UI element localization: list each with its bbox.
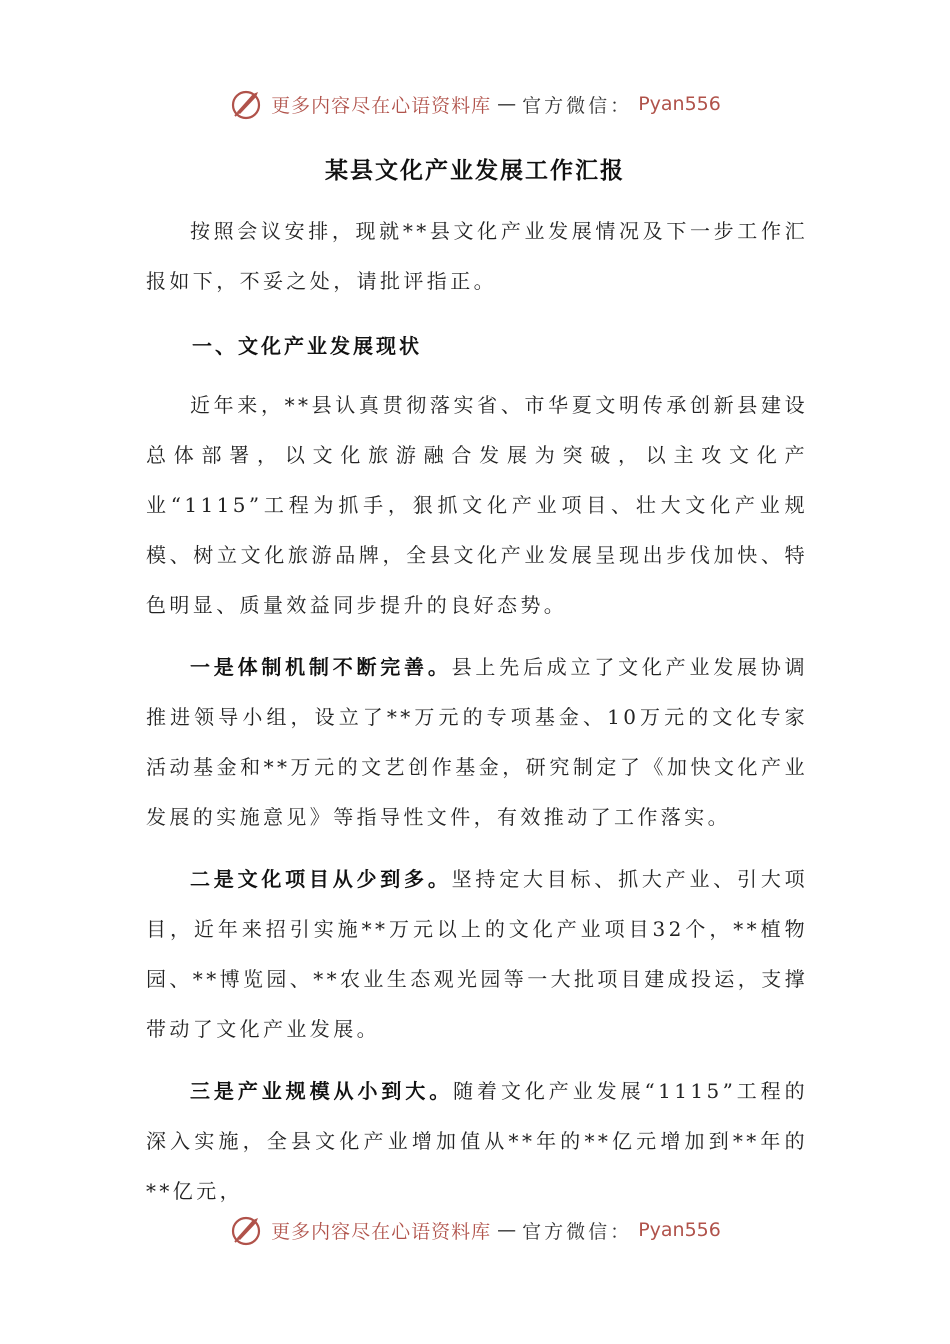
document-title: 某县文化产业发展工作汇报 [325,157,625,184]
watermark-separator: — [497,93,517,115]
body-block-3 [146,854,808,1054]
paragraph-scale [146,1066,808,1216]
paragraph-lead: 一是体制机制不断完善。 [190,655,452,679]
watermark-site-text: 更多内容尽在心语资料库 [271,94,492,117]
body-block-2 [146,642,808,842]
paragraph-lead: 二是文化项目从少到多。 [190,867,452,891]
paragraph-overview: 近年来，**县认真贯彻落实省、市华夏文明传承创新县建设总体部署，以文化旅游融合发展为突破，以主攻文化产业“1115”工程为抓手，狠抓文化产业项目、壮大文化产业规模、树立文化旅游品牌，全县文化产业发展呈现出步伐加快、特色明显、质量效益同步提升的良好态势。 [146,393,808,617]
paragraph-body: 随着文化产业发展“1115”工程的深入实施，全县文化产业增加值从**年的**亿元增加到**年的**亿元， [146,1079,808,1203]
watermark-banner-bottom [0,1208,950,1252]
body-block-1 [146,380,808,630]
watermark-site-text: 更多内容尽在心语资料库 [271,1220,492,1243]
section-heading: 一、文化产业发展现状 [192,334,422,358]
pen-nib-circle-icon [229,86,265,122]
watermark-wechat-id: Pyan556 [638,1219,721,1241]
intro-paragraph: 按照会议安排，现就**县文化产业发展情况及下一步工作汇报如下，不妥之处，请批评指正。 [146,219,808,293]
paragraph-institutions [146,642,808,842]
paragraph-body: 坚持定大目标、抓大产业、引大项目，近年来招引实施**万元以上的文化产业项目32个，**植物园、**博览园、**农业生态观光园等一大批项目建成投运，支撑带动了文化产业发展。 [146,867,808,1041]
intro-block [146,206,808,306]
watermark-banner-top [0,82,950,126]
paragraph-lead: 三是产业规模从小到大。 [190,1079,454,1103]
watermark-separator: — [497,1219,517,1241]
paragraph-projects [146,854,808,1054]
watermark-wechat-id: Pyan556 [638,93,721,115]
watermark-label: 官方微信： [522,1220,633,1243]
body-block-4 [146,1066,808,1216]
pen-nib-circle-icon [229,1212,265,1248]
watermark-label: 官方微信： [522,94,633,117]
paragraph-body: 县上先后成立了文化产业发展协调推进领导小组，设立了**万元的专项基金、10万元的文化专家活动基金和**万元的文艺创作基金，研究制定了《加快文化产业发展的实施意见》等指导性文件，有效推动了工作落实。 [146,655,808,829]
